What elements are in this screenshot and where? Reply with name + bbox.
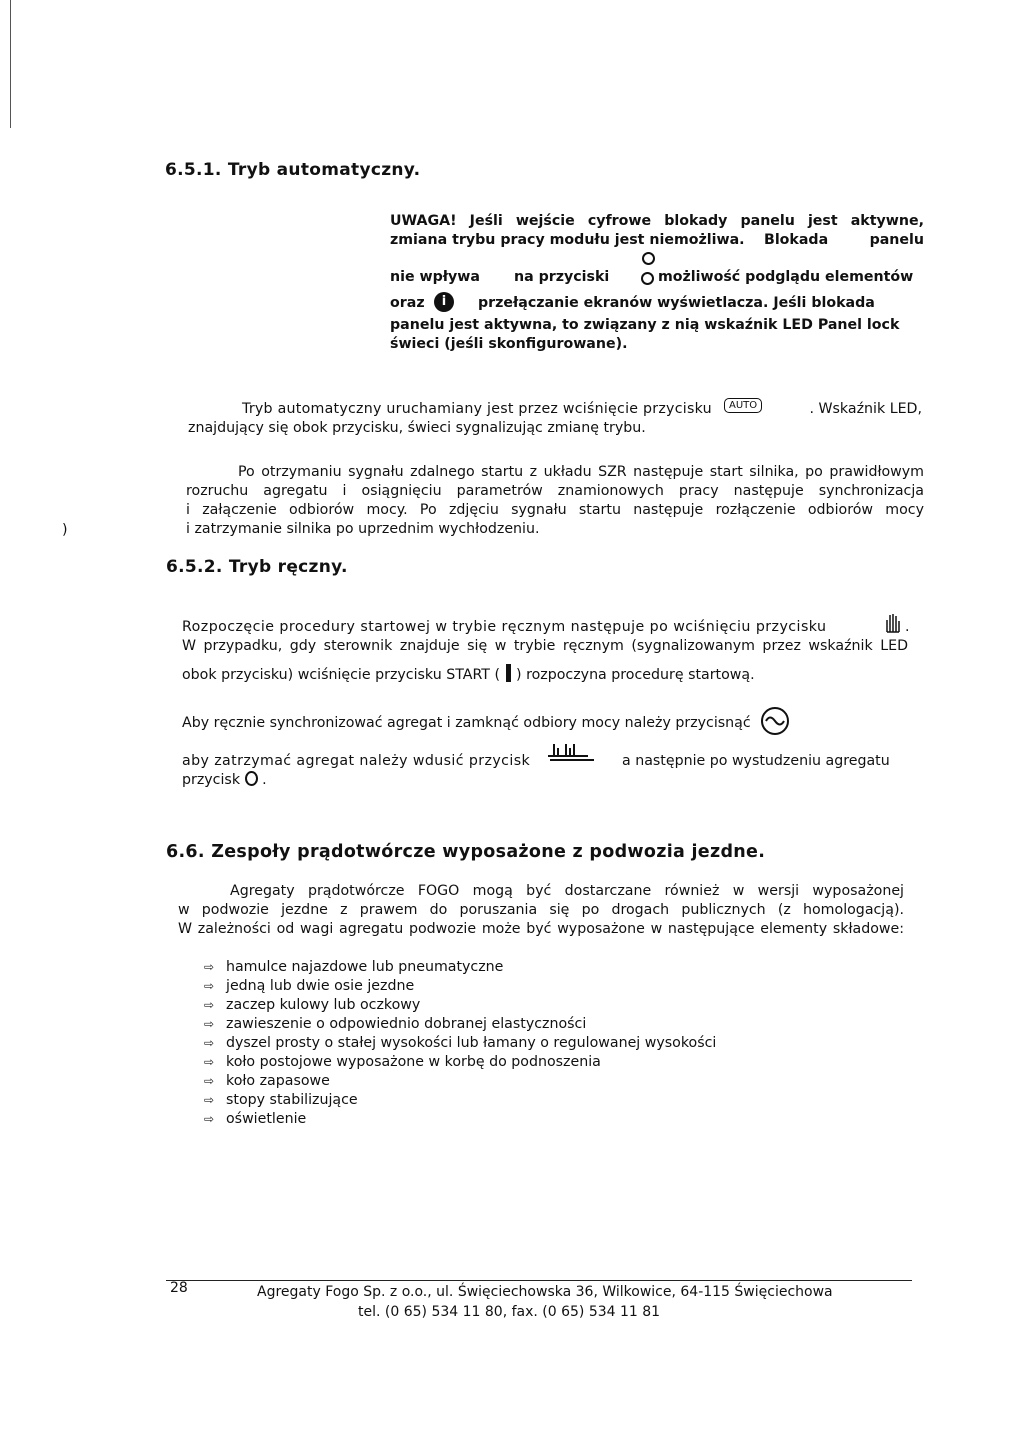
start-icon — [506, 664, 511, 682]
generator-stop-icon — [546, 742, 596, 770]
section-652-title: 6.5.2. Tryb ręczny. — [166, 557, 348, 577]
list-item: ⇨ zaczep kulowy lub oczkowy — [204, 997, 421, 1013]
sync-line-2: aby zatrzymać agregat należy wdusić przycisk a następnie po wystudzeniu agregatu — [182, 752, 908, 771]
trailer-paragraph — [178, 882, 904, 939]
footer-address: Agregaty Fogo Sp. z o.o., ul. Święciechowska 36, Wilkowice, 64-115 Święciechowa — [257, 1284, 833, 1300]
page-number: 28 — [170, 1280, 188, 1296]
list-item: ⇨ jedną lub dwie osie jezdne — [204, 978, 415, 994]
szr-line-1: Po otrzymaniu sygnału zdalnego startu z układu SZR następuje start silnika, po prawidłowym — [238, 464, 924, 480]
auto-line-1: Tryb automatyczny uruchamiany jest przez wciśnięcie przycisku AUTO . Wskaźnik LED, — [242, 400, 922, 417]
trailer-line-1: Agregaty prądotwórcze FOGO mogą być dostarczane również w wersji wyposażonej — [230, 883, 904, 899]
section-66-title: 6.6. Zespoły prądotwórcze wyposażone z podwozia jezdne. — [166, 842, 766, 862]
hand-icon — [884, 612, 902, 640]
manual-line-3: obok przycisku) wciśnięcie przycisku START ( ) rozpoczyna procedurę startową. — [182, 664, 908, 686]
list-item: ⇨ dyszel prosty o stałej wysokości lub łamany o regulowanej wysokości — [204, 1035, 717, 1051]
arrow-bullet-icon: ⇨ — [204, 1093, 215, 1107]
small-o-icon — [642, 252, 655, 265]
auto-button-icon: AUTO — [724, 398, 762, 413]
arrow-bullet-icon: ⇨ — [204, 1112, 215, 1126]
warning-line-4: oraz i przełączanie ekranów wyświetlacza. Jeśli blokada — [390, 294, 875, 311]
warning-line-2: zmiana trybu pracy modułu jest niemożliwa. Blokada panelu — [390, 232, 924, 248]
list-item: ⇨ oświetlenie — [204, 1111, 307, 1127]
equipment-list — [204, 958, 716, 1129]
trailer-line-2: w podwozie jezdne z prawem do poruszania się po drogach publicznych (z homologacją). — [178, 902, 904, 918]
warning-line-5: panelu jest aktywna, to związany z nią wskaźnik LED Panel lock — [390, 317, 900, 333]
warning-line-3: nie wpływa na przyciski możliwość podglądu elementów — [390, 269, 914, 285]
list-item: ⇨ zawieszenie o odpowiednio dobranej elastyczności — [204, 1016, 587, 1032]
footer-rule — [166, 1280, 912, 1281]
trailer-line-3: W zależności od wagi agregatu podwozie może być wyposażone w następujące elementy składowe: — [178, 921, 904, 937]
manual-paragraph — [182, 618, 908, 686]
manual-line-2: W przypadku, gdy sterownik znajduje się w trybie ręcznym (sygnalizowanym przez wskaźnik LED — [182, 638, 908, 654]
sync-paragraph — [182, 714, 908, 790]
list-item: ⇨ koło postojowe wyposażone w korbę do podnoszenia — [204, 1054, 601, 1070]
margin-mark: ) — [62, 522, 68, 538]
auto-paragraph — [188, 400, 922, 438]
warning-line-6: świeci (jeśli skonfigurowane). — [390, 336, 628, 352]
szr-line-2: rozruchu agregatu i osiągnięciu parametrów znamionowych pracy następuje synchronizacja — [186, 483, 924, 499]
arrow-bullet-icon: ⇨ — [204, 1017, 215, 1031]
list-item: ⇨ koło zapasowe — [204, 1073, 330, 1089]
list-item: ⇨ stopy stabilizujące — [204, 1092, 358, 1108]
list-item: ⇨ hamulce najazdowe lub pneumatyczne — [204, 959, 504, 975]
arrow-bullet-icon: ⇨ — [204, 1074, 215, 1088]
arrow-bullet-icon: ⇨ — [204, 960, 215, 974]
footer-contact: tel. (0 65) 534 11 80, fax. (0 65) 534 11 81 — [358, 1304, 661, 1320]
info-icon: i — [434, 292, 454, 312]
section-651-title: 6.5.1. Tryb automatyczny. — [165, 160, 421, 180]
arrow-bullet-icon: ⇨ — [204, 1055, 215, 1069]
manual-line-1: Rozpoczęcie procedury startowej w trybie ręcznym następuje po wciśnięciu przycisku . — [182, 618, 908, 637]
arrow-bullet-icon: ⇨ — [204, 979, 215, 993]
szr-line-3: i załączenie odbiorów mocy. Po zdjęciu sygnału startu następuje rozłączenie odbiorów mocy — [186, 502, 924, 518]
warning-block — [390, 212, 924, 354]
circle-o-icon — [245, 771, 258, 786]
circle-button-icon — [641, 272, 654, 285]
sync-line-1: Aby ręcznie synchronizować agregat i zamknąć odbiory mocy należy przycisnąć — [182, 714, 908, 738]
arrow-bullet-icon: ⇨ — [204, 998, 215, 1012]
sync-icon — [760, 706, 790, 742]
szr-line-4: i zatrzymanie silnika po uprzednim wychłodzeniu. — [186, 521, 540, 537]
auto-line-2: znajdujący się obok przycisku, świeci sygnalizując zmianę trybu. — [188, 420, 646, 436]
sync-line-3: przycisk . — [182, 772, 267, 788]
szr-paragraph — [186, 463, 924, 539]
warning-line-1: UWAGA! Jeśli wejście cyfrowe blokady panelu jest aktywne, — [390, 213, 924, 229]
scan-margin-line — [10, 0, 11, 128]
arrow-bullet-icon: ⇨ — [204, 1036, 215, 1050]
